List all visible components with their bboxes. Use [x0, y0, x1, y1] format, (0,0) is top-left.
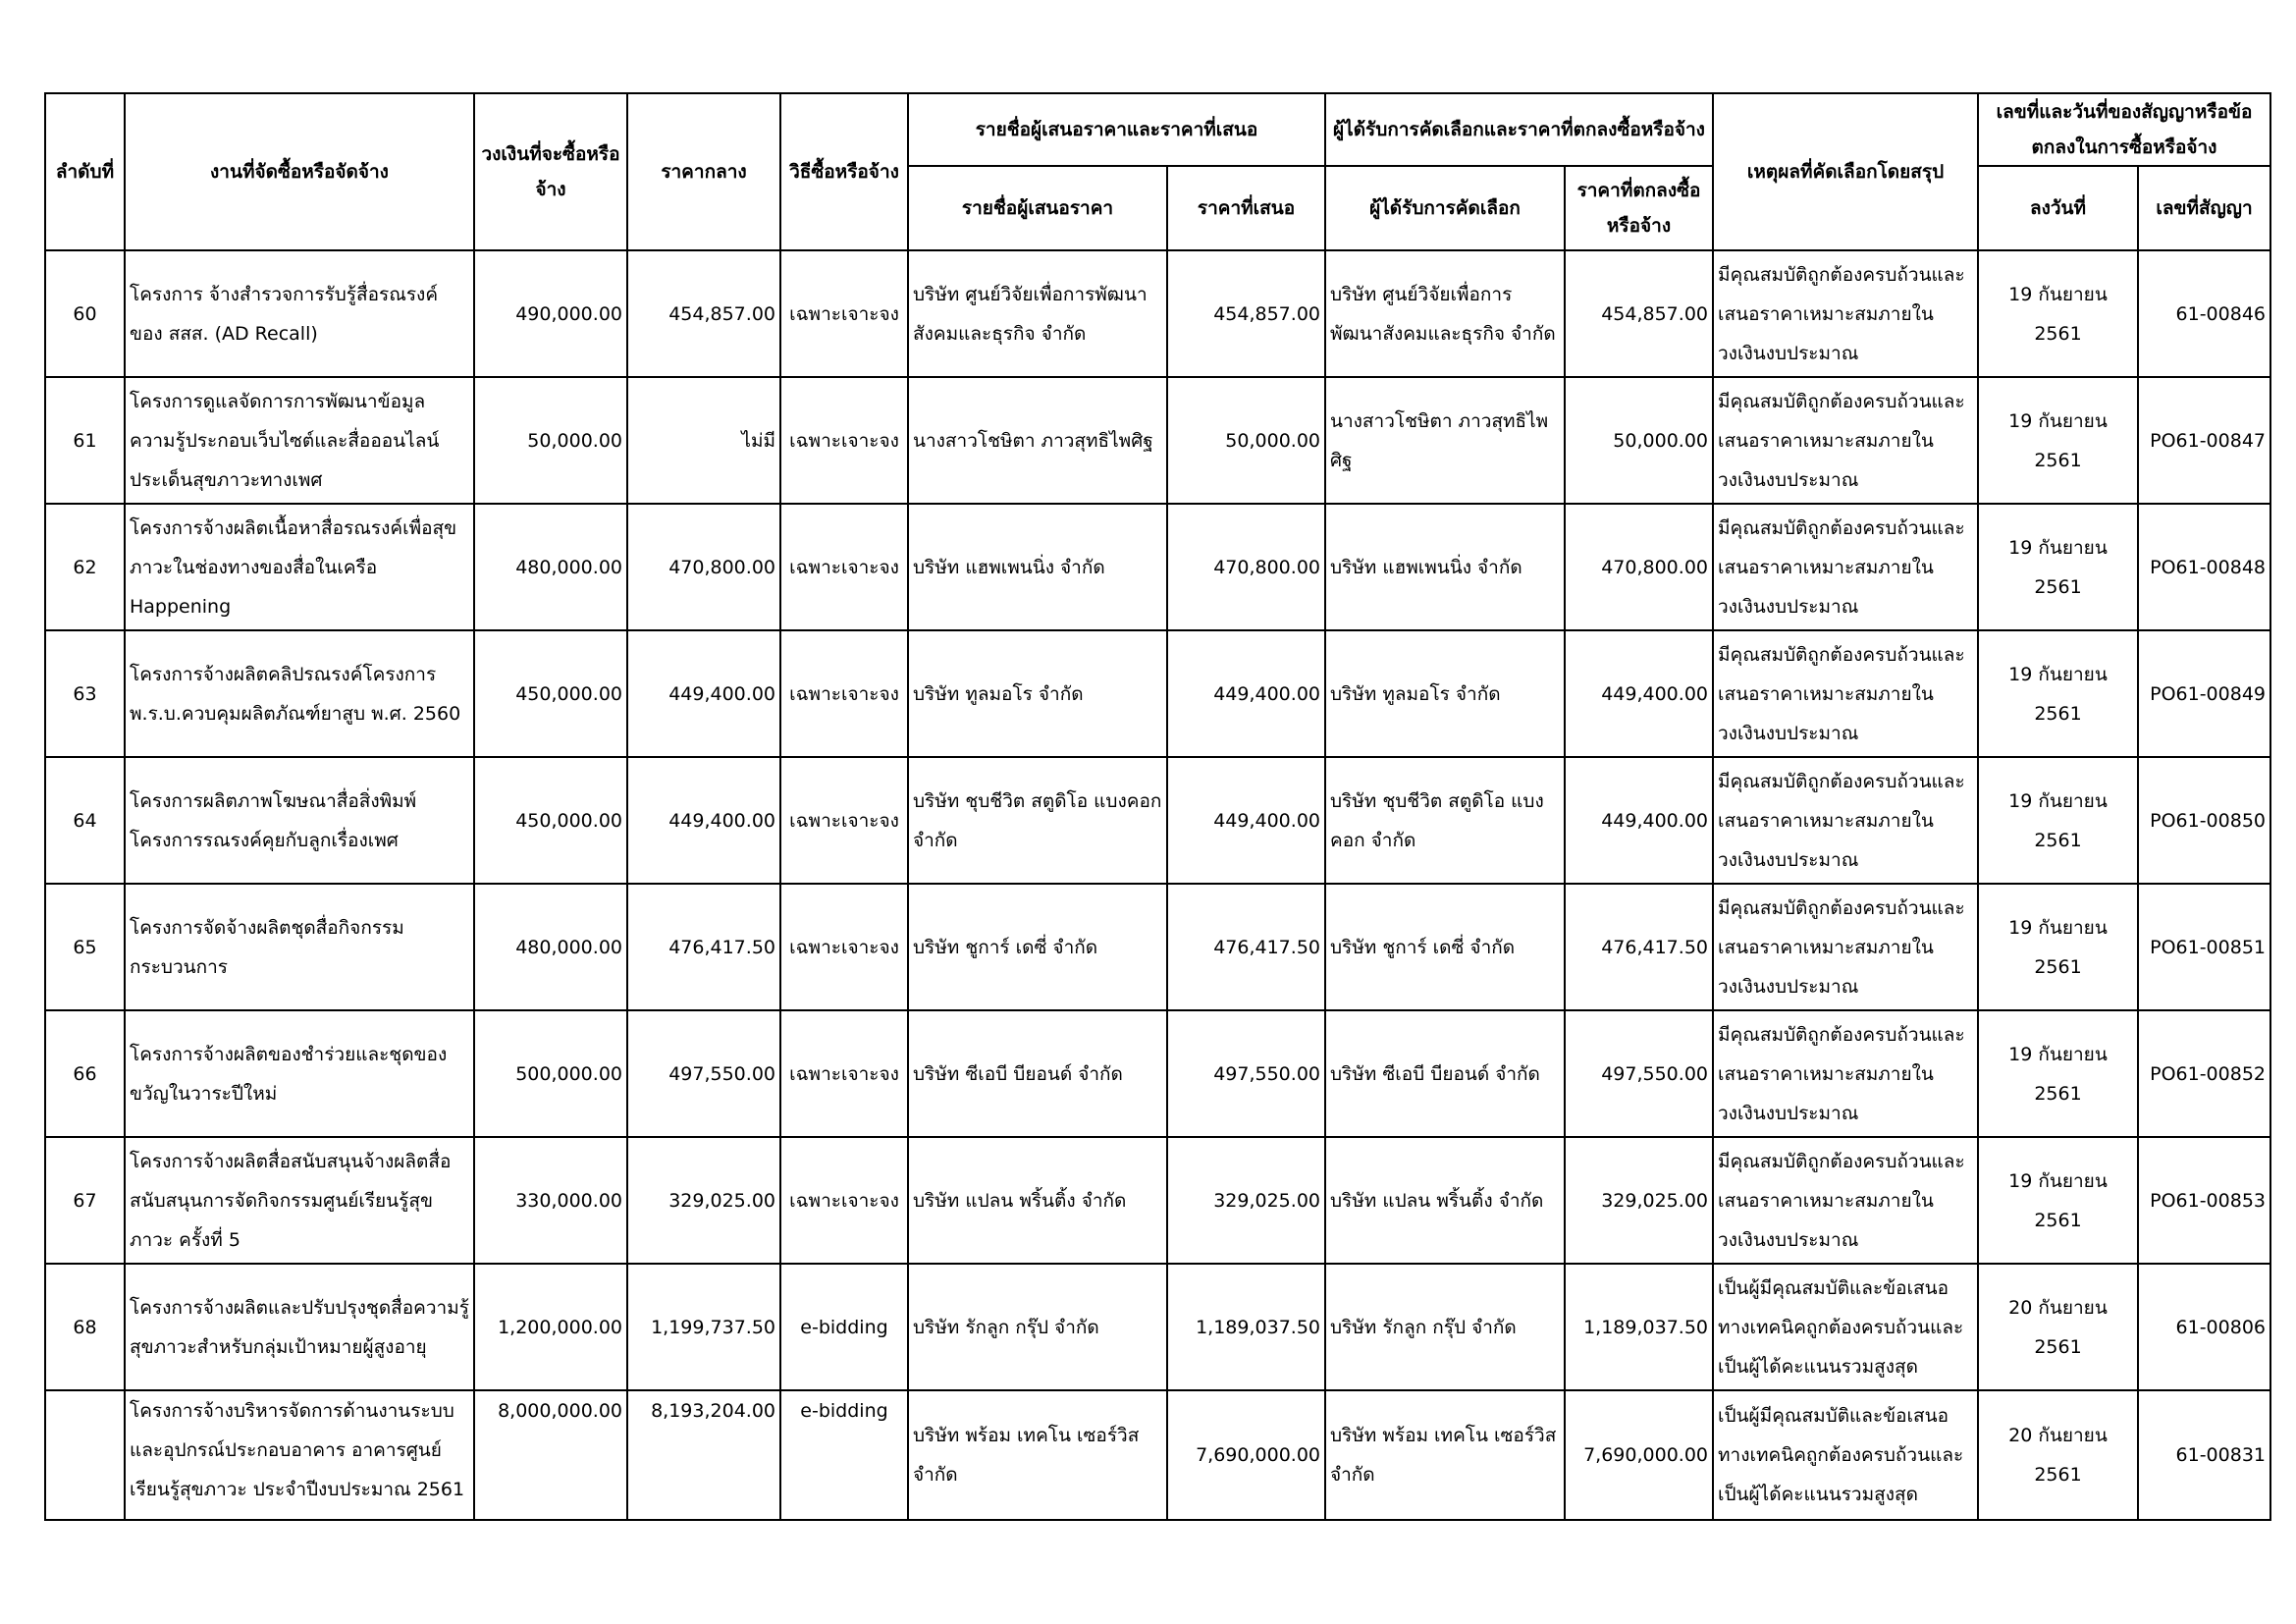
- row-bid-price: 449,400.00: [1167, 757, 1325, 884]
- row-contract-no: 61-00831: [2138, 1390, 2270, 1520]
- row-selected: บริษัท แปลน พริ้นติ้ง จำกัด: [1325, 1137, 1565, 1264]
- row-contract-no: PO61-00852: [2138, 1010, 2270, 1137]
- row-number: 62: [45, 504, 125, 630]
- row-median: 470,800.00: [627, 504, 780, 630]
- row-budget: 480,000.00: [474, 504, 627, 630]
- row-median: 329,025.00: [627, 1137, 780, 1264]
- row-reason: เป็นผู้มีคุณสมบัติและข้อเสนอทางเทคนิคถูกต้องครบถ้วนและเป็นผู้ได้คะแนนรวมสูงสุด: [1713, 1264, 1978, 1390]
- row-bidder: บริษัท ชุบชีวิต สตูดิโอ แบงคอก จำกัด: [908, 757, 1167, 884]
- row-median: 449,400.00: [627, 757, 780, 884]
- row-selected: บริษัท ชุบชีวิต สตูดิโอ แบงคอก จำกัด: [1325, 757, 1565, 884]
- header-selected-group: ผู้ได้รับการคัดเลือกและราคาที่ตกลงซื้อหรือจ้าง: [1325, 93, 1713, 166]
- row-selected: บริษัท ศูนย์วิจัยเพื่อการพัฒนาสังคมและธุรกิจ จำกัด: [1325, 250, 1565, 377]
- row-selected: บริษัท พร้อม เทคโน เซอร์วิส จำกัด: [1325, 1390, 1565, 1520]
- header-no: ลำดับที่: [45, 93, 125, 250]
- row-median: ไม่มี: [627, 377, 780, 504]
- row-bidder: บริษัท ทูลมอโร จำกัด: [908, 630, 1167, 757]
- row-budget: 450,000.00: [474, 757, 627, 884]
- header-selected-name: ผู้ได้รับการคัดเลือก: [1325, 166, 1565, 250]
- row-median: 449,400.00: [627, 630, 780, 757]
- row-agreed-price: 329,025.00: [1565, 1137, 1713, 1264]
- row-contract-no: 61-00846: [2138, 250, 2270, 377]
- table-row: [45, 757, 2270, 884]
- row-bidder: บริษัท ซีเอบี บียอนด์ จำกัด: [908, 1010, 1167, 1137]
- row-agreed-price: 50,000.00: [1565, 377, 1713, 504]
- row-agreed-price: 449,400.00: [1565, 757, 1713, 884]
- row-selected: บริษัท รักลูก กรุ๊ป จำกัด: [1325, 1264, 1565, 1390]
- header-method: วิธีซื้อหรือจ้าง: [780, 93, 908, 250]
- row-selected: บริษัท ชูการ์ เดซี่ จำกัด: [1325, 884, 1565, 1010]
- row-bid-price: 497,550.00: [1167, 1010, 1325, 1137]
- row-bidder: บริษัท แฮพเพนนิ่ง จำกัด: [908, 504, 1167, 630]
- row-reason: มีคุณสมบัติถูกต้องครบถ้วนและเสนอราคาเหมาะสมภายในวงเงินงบประมาณ: [1713, 884, 1978, 1010]
- row-number: 63: [45, 630, 125, 757]
- row-contract-no: PO61-00851: [2138, 884, 2270, 1010]
- row-method: e-bidding: [780, 1264, 908, 1390]
- row-median: 1,199,737.50: [627, 1264, 780, 1390]
- row-selected: นางสาวโชษิตา ภาวสุทธิไพศิฐ: [1325, 377, 1565, 504]
- row-date: 19 กันยายน 2561: [1978, 757, 2138, 884]
- row-bidder: บริษัท พร้อม เทคโน เซอร์วิส จำกัด: [908, 1390, 1167, 1520]
- row-budget: 330,000.00: [474, 1137, 627, 1264]
- row-method: เฉพาะเจาะจง: [780, 1137, 908, 1264]
- header-reason: เหตุผลที่คัดเลือกโดยสรุป: [1713, 93, 1978, 250]
- row-budget: 1,200,000.00: [474, 1264, 627, 1390]
- row-reason: มีคุณสมบัติถูกต้องครบถ้วนและเสนอราคาเหมาะสมภายในวงเงินงบประมาณ: [1713, 377, 1978, 504]
- header-date: ลงวันที่: [1978, 166, 2138, 250]
- row-contract-no: PO61-00850: [2138, 757, 2270, 884]
- row-reason: เป็นผู้มีคุณสมบัติและข้อเสนอทางเทคนิคถูกต้องครบถ้วนและเป็นผู้ได้คะแนนรวมสูงสุด: [1713, 1390, 1978, 1520]
- row-median: 8,193,204.00: [627, 1390, 780, 1520]
- header-budget: วงเงินที่จะซื้อหรือจ้าง: [474, 93, 627, 250]
- row-reason: มีคุณสมบัติถูกต้องครบถ้วนและเสนอราคาเหมาะสมภายในวงเงินงบประมาณ: [1713, 1010, 1978, 1137]
- row-budget: 450,000.00: [474, 630, 627, 757]
- row-date: 19 กันยายน 2561: [1978, 1137, 2138, 1264]
- row-method: เฉพาะเจาะจง: [780, 1010, 908, 1137]
- row-work: โครงการจ้างบริหารจัดการด้านงานระบบและอุปกรณ์ประกอบอาคาร อาคารศูนย์เรียนรู้สุขภาวะ ประจำปีงบประมาณ 2561: [125, 1390, 474, 1520]
- row-work: โครงการจ้างผลิตเนื้อหาสื่อรณรงค์เพื่อสุขภาวะในช่องทางของสื่อในเครือ Happening: [125, 504, 474, 630]
- procurement-table: [44, 92, 2271, 1521]
- row-date: 19 กันยายน 2561: [1978, 250, 2138, 377]
- row-number: 61: [45, 377, 125, 504]
- row-work: โครงการจ้างผลิตของชำร่วยและชุดของขวัญในวาระปีใหม่: [125, 1010, 474, 1137]
- row-date: 19 กันยายน 2561: [1978, 630, 2138, 757]
- row-work: โครงการจัดจ้างผลิตชุดสื่อกิจกรรม กระบวนการ: [125, 884, 474, 1010]
- row-date: 19 กันยายน 2561: [1978, 884, 2138, 1010]
- row-work: โครงการจ้างผลิตคลิปรณรงค์โครงการ พ.ร.บ.ควบคุมผลิตภัณฑ์ยาสูบ พ.ศ. 2560: [125, 630, 474, 757]
- row-method: e-bidding: [780, 1390, 908, 1520]
- row-method: เฉพาะเจาะจง: [780, 504, 908, 630]
- row-budget: 490,000.00: [474, 250, 627, 377]
- row-agreed-price: 470,800.00: [1565, 504, 1713, 630]
- row-agreed-price: 7,690,000.00: [1565, 1390, 1713, 1520]
- row-budget: 500,000.00: [474, 1010, 627, 1137]
- table-row: [45, 884, 2270, 1010]
- row-agreed-price: 454,857.00: [1565, 250, 1713, 377]
- row-budget: 50,000.00: [474, 377, 627, 504]
- row-budget: 480,000.00: [474, 884, 627, 1010]
- row-date: 19 กันยายน 2561: [1978, 1010, 2138, 1137]
- row-work: โครงการจ้างผลิตและปรับปรุงชุดสื่อความรู้สุขภาวะสำหรับกลุ่มเป้าหมายผู้สูงอายุ: [125, 1264, 474, 1390]
- row-work: โครงการ จ้างสำรวจการรับรู้สื่อรณรงค์ของ สสส. (AD Recall): [125, 250, 474, 377]
- row-budget: 8,000,000.00: [474, 1390, 627, 1520]
- header-bid-price: ราคาที่เสนอ: [1167, 166, 1325, 250]
- header-median: ราคากลาง: [627, 93, 780, 250]
- row-number: [45, 1390, 125, 1520]
- row-bid-price: 449,400.00: [1167, 630, 1325, 757]
- row-bid-price: 470,800.00: [1167, 504, 1325, 630]
- table-row: [45, 1264, 2270, 1390]
- header-contract-group: เลขที่และวันที่ของสัญญาหรือข้อตกลงในการซื้อหรือจ้าง: [1978, 93, 2270, 166]
- header-agreed-price: ราคาที่ตกลงซื้อหรือจ้าง: [1565, 166, 1713, 250]
- row-selected: บริษัท ซีเอบี บียอนด์ จำกัด: [1325, 1010, 1565, 1137]
- row-number: 67: [45, 1137, 125, 1264]
- table-row: [45, 1010, 2270, 1137]
- header-work: งานที่จัดซื้อหรือจัดจ้าง: [125, 93, 474, 250]
- row-method: เฉพาะเจาะจง: [780, 250, 908, 377]
- row-reason: มีคุณสมบัติถูกต้องครบถ้วนและเสนอราคาเหมาะสมภายในวงเงินงบประมาณ: [1713, 250, 1978, 377]
- row-agreed-price: 497,550.00: [1565, 1010, 1713, 1137]
- row-work: โครงการผลิตภาพโฆษณาสื่อสิ่งพิมพ์โครงการรณรงค์คุยกับลูกเรื่องเพศ: [125, 757, 474, 884]
- row-median: 476,417.50: [627, 884, 780, 1010]
- table-row: [45, 630, 2270, 757]
- table-row: [45, 504, 2270, 630]
- row-method: เฉพาะเจาะจง: [780, 884, 908, 1010]
- row-median: 454,857.00: [627, 250, 780, 377]
- row-contract-no: PO61-00853: [2138, 1137, 2270, 1264]
- row-method: เฉพาะเจาะจง: [780, 630, 908, 757]
- row-work: โครงการดูแลจัดการการพัฒนาข้อมูลความรู้ประกอบเว็บไซต์และสื่อออนไลน์ประเด็นสุขภาวะทางเพศ: [125, 377, 474, 504]
- row-contract-no: PO61-00849: [2138, 630, 2270, 757]
- header-bidder-name: รายชื่อผู้เสนอราคา: [908, 166, 1167, 250]
- row-bidder: บริษัท ศูนย์วิจัยเพื่อการพัฒนาสังคมและธุรกิจ จำกัด: [908, 250, 1167, 377]
- row-date: 19 กันยายน 2561: [1978, 377, 2138, 504]
- table-row: [45, 1390, 2270, 1520]
- row-reason: มีคุณสมบัติถูกต้องครบถ้วนและเสนอราคาเหมาะสมภายในวงเงินงบประมาณ: [1713, 757, 1978, 884]
- row-bid-price: 7,690,000.00: [1167, 1390, 1325, 1520]
- row-bidder: บริษัท แปลน พริ้นติ้ง จำกัด: [908, 1137, 1167, 1264]
- row-agreed-price: 476,417.50: [1565, 884, 1713, 1010]
- row-bid-price: 454,857.00: [1167, 250, 1325, 377]
- row-date: 19 กันยายน 2561: [1978, 504, 2138, 630]
- row-bidder: บริษัท ชูการ์ เดซี่ จำกัด: [908, 884, 1167, 1010]
- row-method: เฉพาะเจาะจง: [780, 377, 908, 504]
- row-number: 64: [45, 757, 125, 884]
- row-work: โครงการจ้างผลิตสื่อสนับสนุนจ้างผลิตสื่อสนับสนุนการจัดกิจกรรมศูนย์เรียนรู้สุขภาวะ ครั้งที่ 5: [125, 1137, 474, 1264]
- row-method: เฉพาะเจาะจง: [780, 757, 908, 884]
- row-bid-price: 1,189,037.50: [1167, 1264, 1325, 1390]
- row-bidder: บริษัท รักลูก กรุ๊ป จำกัด: [908, 1264, 1167, 1390]
- row-reason: มีคุณสมบัติถูกต้องครบถ้วนและเสนอราคาเหมาะสมภายในวงเงินงบประมาณ: [1713, 504, 1978, 630]
- row-contract-no: PO61-00848: [2138, 504, 2270, 630]
- row-selected: บริษัท แฮพเพนนิ่ง จำกัด: [1325, 504, 1565, 630]
- row-contract-no: PO61-00847: [2138, 377, 2270, 504]
- row-selected: บริษัท ทูลมอโร จำกัด: [1325, 630, 1565, 757]
- row-reason: มีคุณสมบัติถูกต้องครบถ้วนและเสนอราคาเหมาะสมภายในวงเงินงบประมาณ: [1713, 630, 1978, 757]
- row-bid-price: 50,000.00: [1167, 377, 1325, 504]
- row-number: 66: [45, 1010, 125, 1137]
- row-contract-no: 61-00806: [2138, 1264, 2270, 1390]
- row-reason: มีคุณสมบัติถูกต้องครบถ้วนและเสนอราคาเหมาะสมภายในวงเงินงบประมาณ: [1713, 1137, 1978, 1264]
- row-number: 65: [45, 884, 125, 1010]
- header-contract-no: เลขที่สัญญา: [2138, 166, 2270, 250]
- row-bid-price: 329,025.00: [1167, 1137, 1325, 1264]
- row-bid-price: 476,417.50: [1167, 884, 1325, 1010]
- row-bidder: นางสาวโชษิตา ภาวสุทธิไพศิฐ: [908, 377, 1167, 504]
- row-median: 497,550.00: [627, 1010, 780, 1137]
- table-row: [45, 250, 2270, 377]
- table-row: [45, 1137, 2270, 1264]
- row-number: 68: [45, 1264, 125, 1390]
- row-date: 20 กันยายน 2561: [1978, 1264, 2138, 1390]
- row-date: 20 กันยายน 2561: [1978, 1390, 2138, 1520]
- header-bidders-group: รายชื่อผู้เสนอราคาและราคาที่เสนอ: [908, 93, 1325, 166]
- table-row: [45, 377, 2270, 504]
- row-agreed-price: 449,400.00: [1565, 630, 1713, 757]
- row-number: 60: [45, 250, 125, 377]
- row-agreed-price: 1,189,037.50: [1565, 1264, 1713, 1390]
